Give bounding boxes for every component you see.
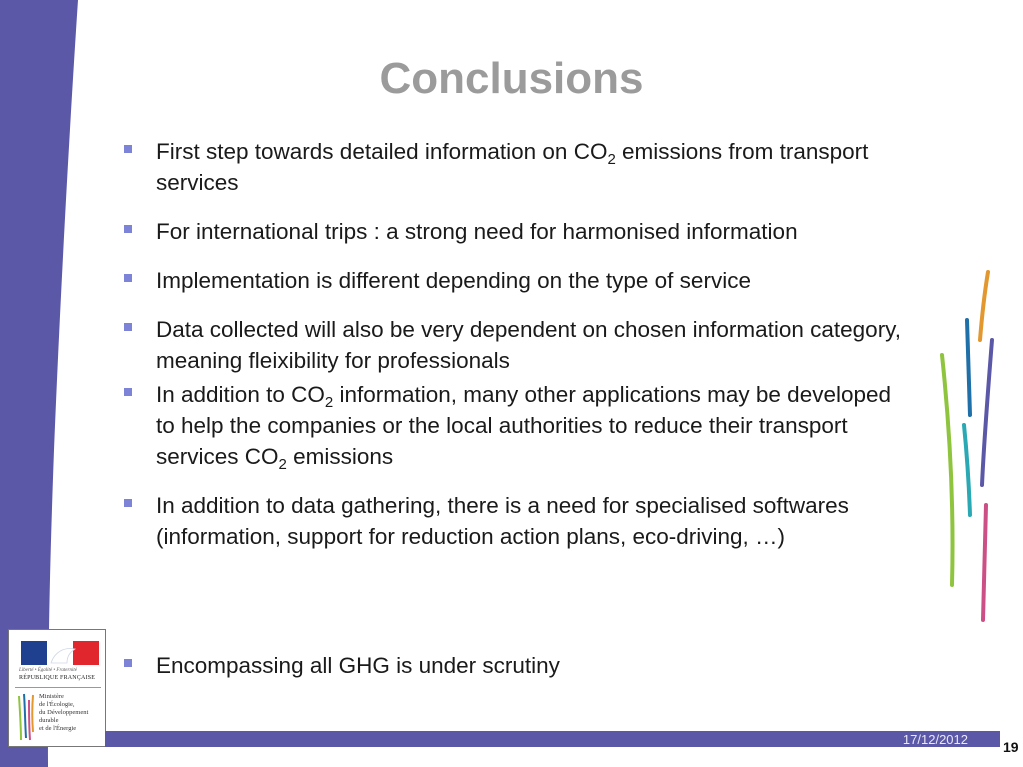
bullet-item-5 xyxy=(120,379,910,472)
bullet-marker xyxy=(124,274,132,282)
footer-bar xyxy=(105,731,1000,747)
bullet-item-4 xyxy=(120,314,910,376)
bullet-item-6 xyxy=(120,490,910,552)
ministry-line: Ministère xyxy=(39,693,64,700)
decorative-strokes xyxy=(930,260,1000,630)
bullet-item-7 xyxy=(120,650,910,681)
bullet-text: For international trips : a strong need for harmonised information xyxy=(156,219,798,244)
bullet-marker xyxy=(124,499,132,507)
bullet-text: Implementation is different depending on the type of service xyxy=(156,268,751,293)
bullet-item-1 xyxy=(120,136,910,198)
bullet-item-2 xyxy=(120,216,910,247)
ministry-stripes-icon xyxy=(15,692,35,742)
subscript: 2 xyxy=(278,456,287,473)
ministry-name xyxy=(39,693,105,733)
bullet-text: Data collected will also be very dependent on chosen information category, meaning fleixibility for professionals xyxy=(156,317,902,373)
bullet-text: Encompassing all GHG is under scrutiny xyxy=(156,653,560,678)
subscript: 2 xyxy=(324,394,334,411)
ministry-line: de l'Écologie, xyxy=(39,701,75,708)
footer-date: 17/12/2012 xyxy=(902,732,968,747)
bullet-marker xyxy=(124,145,132,153)
slide-title: Conclusions xyxy=(379,54,644,103)
bullet-text: In addition to $CO_2$ information, many other applications may be developed to help the companies or the local authorities to reduce their transport services $CO_2$ emissions xyxy=(156,382,892,473)
marianne-flag-icon xyxy=(21,641,99,665)
logo-divider xyxy=(15,687,101,688)
subscript: 2 xyxy=(607,151,616,168)
bullet-marker xyxy=(124,323,132,331)
government-logo xyxy=(8,629,106,747)
bullet-marker xyxy=(124,225,132,233)
logo-republic-name: RÉPUBLIQUE FRANÇAISE xyxy=(19,675,96,681)
bullet-item-3 xyxy=(120,265,910,296)
ministry-line: du Développement xyxy=(39,709,89,716)
bullet-text: First step towards detailed information on $CO_2$ emissions from transport services xyxy=(156,139,869,195)
bullet-marker xyxy=(124,388,132,396)
bullet-marker xyxy=(124,659,132,667)
ministry-line: durable xyxy=(39,717,59,724)
bullet-text: In addition to data gathering, there is a need for specialised softwares (information, support for reduction action plans, eco-driving, …) xyxy=(156,493,849,549)
ministry-line: et de l'Énergie xyxy=(39,725,77,732)
page-number: 19 xyxy=(1003,739,1019,755)
logo-motto: Liberté • Égalité • Fraternité xyxy=(19,668,77,673)
